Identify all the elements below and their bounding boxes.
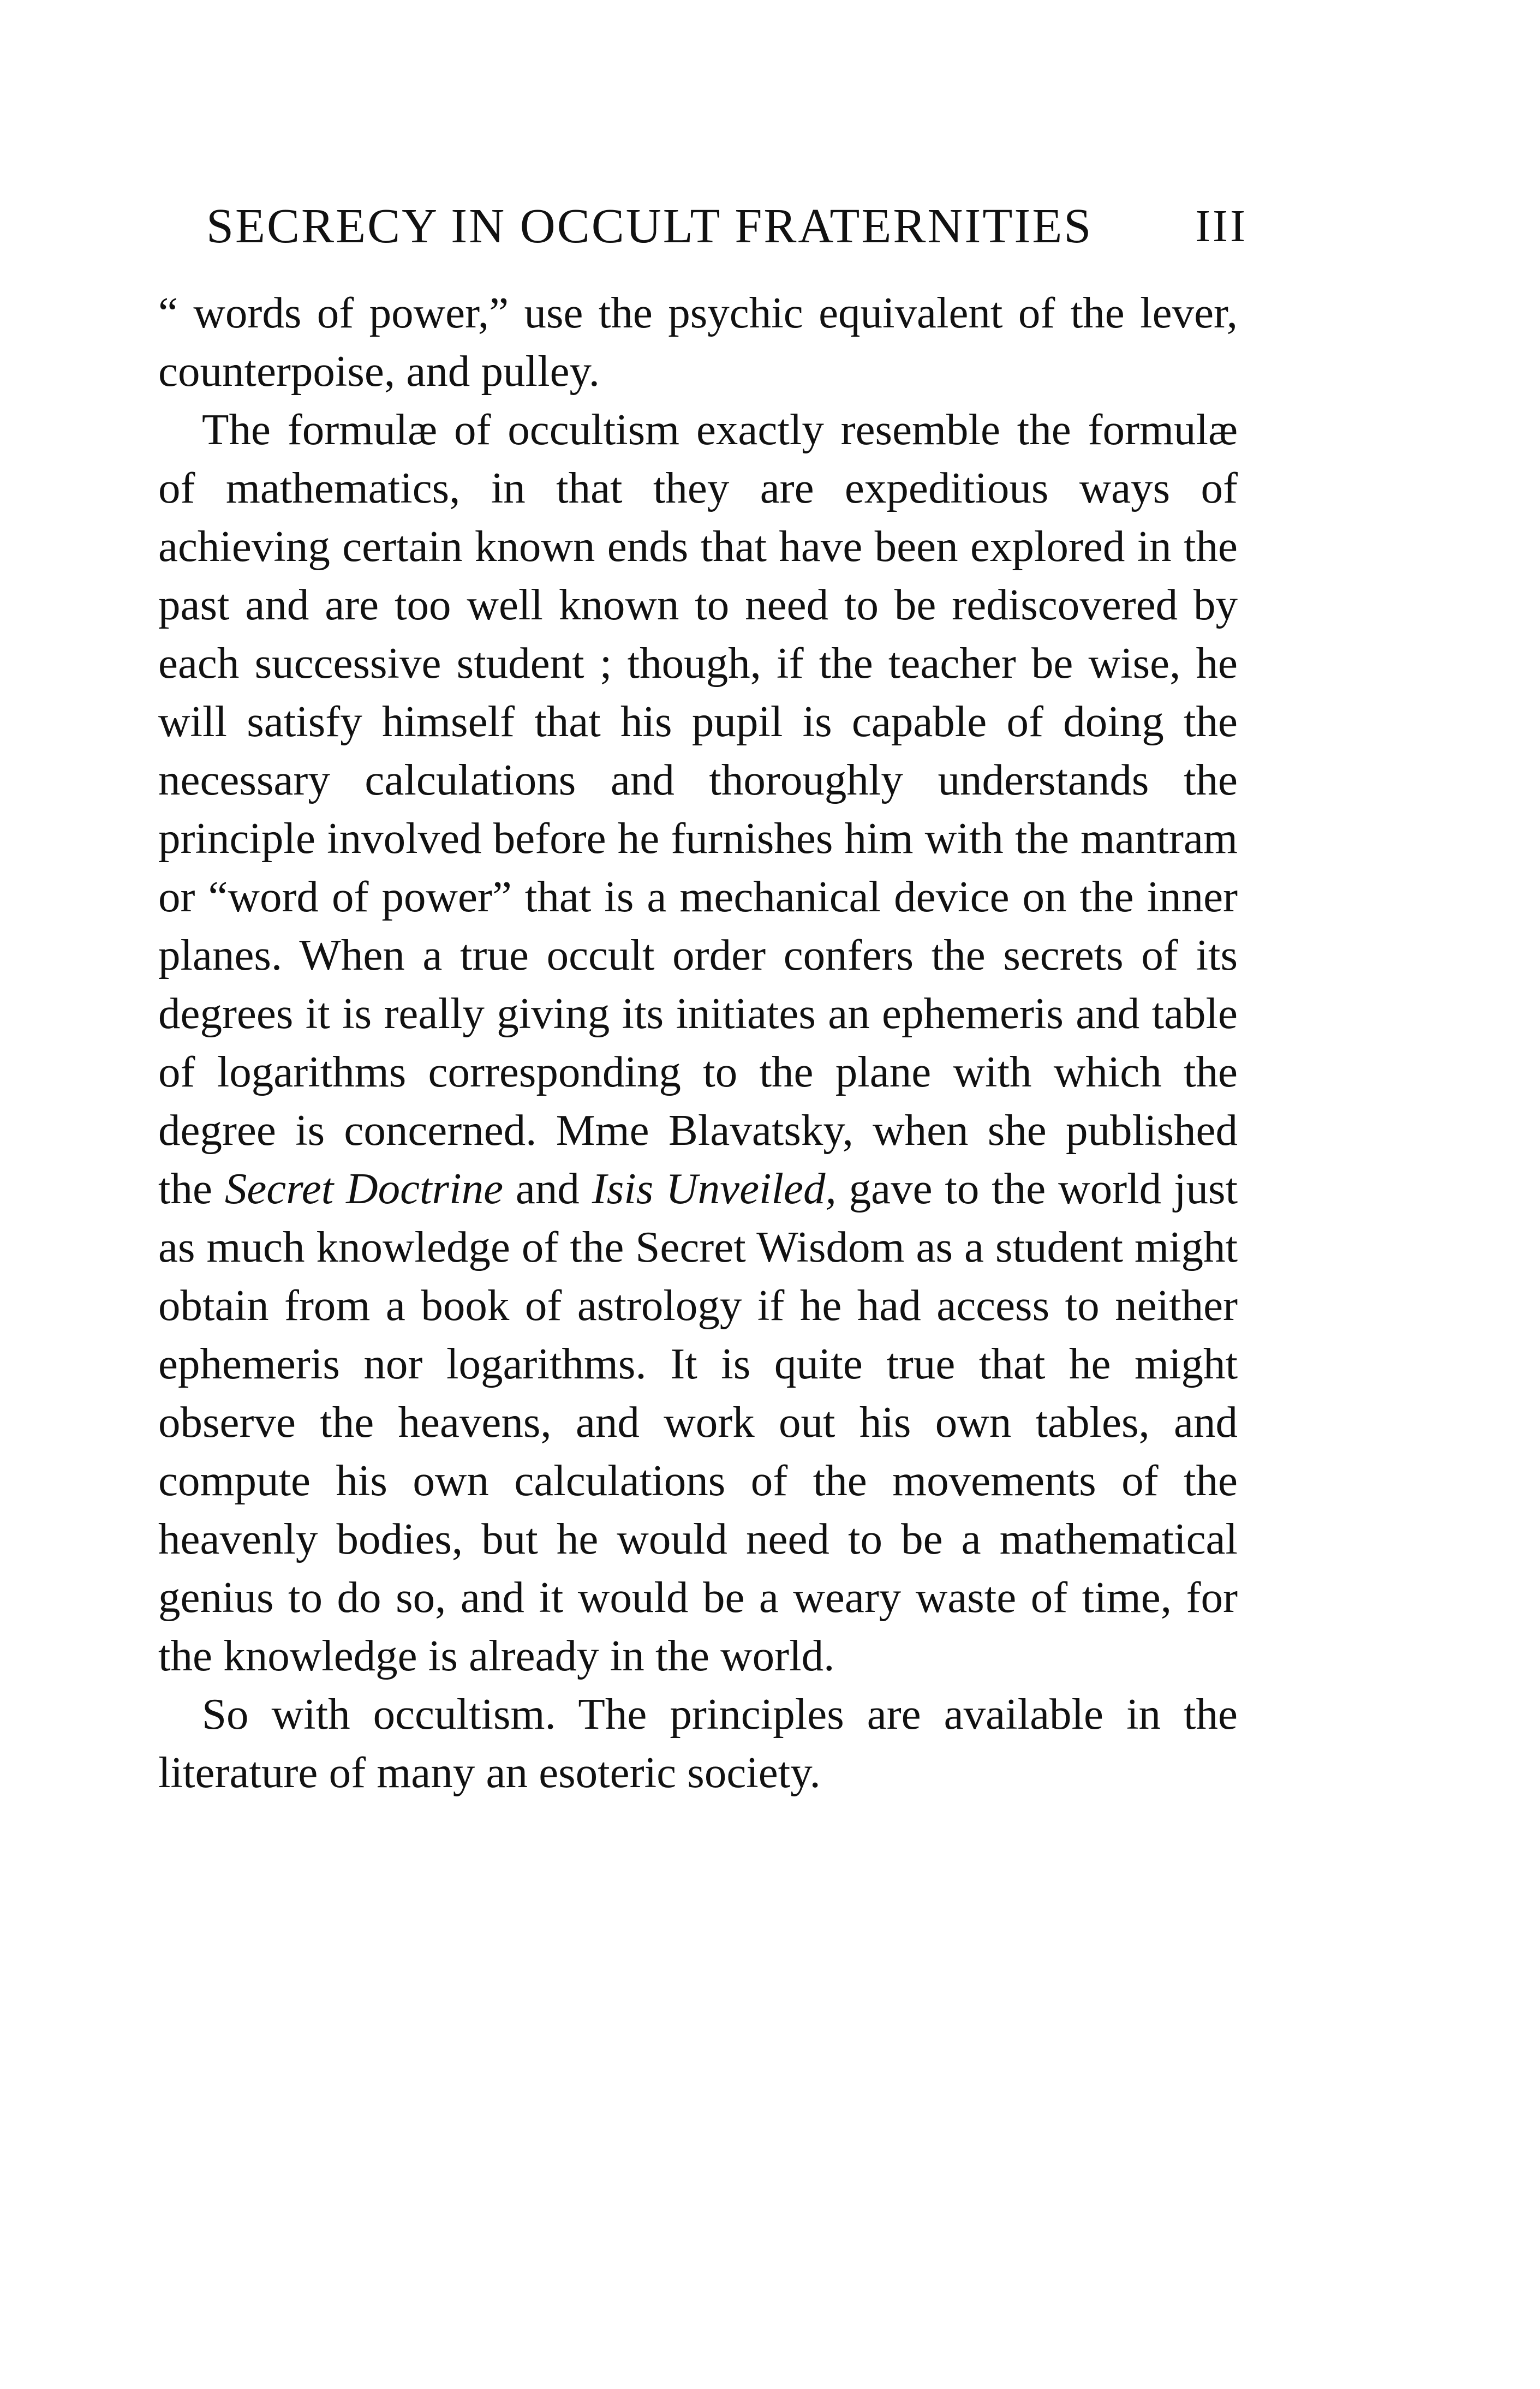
paragraph-text: The formulæ of occultism exactly resemble the formulæ of mathematics, in that they are expeditious ways of achieving certain known ends that have been explored in the past and are too well known to need to be rediscovered by each successive student ; though, if the teacher be wise, he will satisfy himself that his pupil is capable of doing the necessary calculations and thoroughly understands the principle involved before he furnishes him with the mantram or “word of power” that is a mechanical device on the inner planes. When a true occult order confers the secrets of its degrees it is really giving its initiates an ephemeris and table of logarithms corresponding to the plane with which the degree is concerned. Mme Blavatsky, when she published the	[158, 405, 1238, 1213]
book-title-secret-doctrine: Secret Doctrine	[224, 1164, 504, 1213]
paragraph-occultism	[158, 1685, 1238, 1802]
book-title-isis-unveiled: Isis Unveiled,	[592, 1164, 837, 1213]
paragraph-text: gave to the world just as much knowledge of the Secret Wisdom as a student might obtain from a book of astrology if he had access to neither ephemeris nor logarithms. It is quite true that he might observe the heavens, and work out his own tables, and compute his own calculations of the movements of the heavenly bodies, but he would need to be a mathematical genius to do so, and it would be a weary waste of time, for the knowledge is already in the world.	[158, 1164, 1238, 1680]
paragraph-text: So with occultism. The principles are available in the literature of many an esoteric society.	[158, 1689, 1238, 1797]
page-number: III	[1195, 201, 1247, 252]
page-header	[206, 196, 1247, 256]
body-text	[158, 284, 1238, 1802]
paragraph-text: “ words of power,” use the psychic equivalent of the lever, counterpoise, and pulley.	[158, 288, 1238, 396]
paragraph-continued	[158, 284, 1238, 401]
paragraph-formulae	[158, 401, 1238, 1685]
paragraph-text: and	[503, 1164, 592, 1213]
running-head: SECRECY IN OCCULT FRATERNITIES	[206, 199, 1093, 253]
